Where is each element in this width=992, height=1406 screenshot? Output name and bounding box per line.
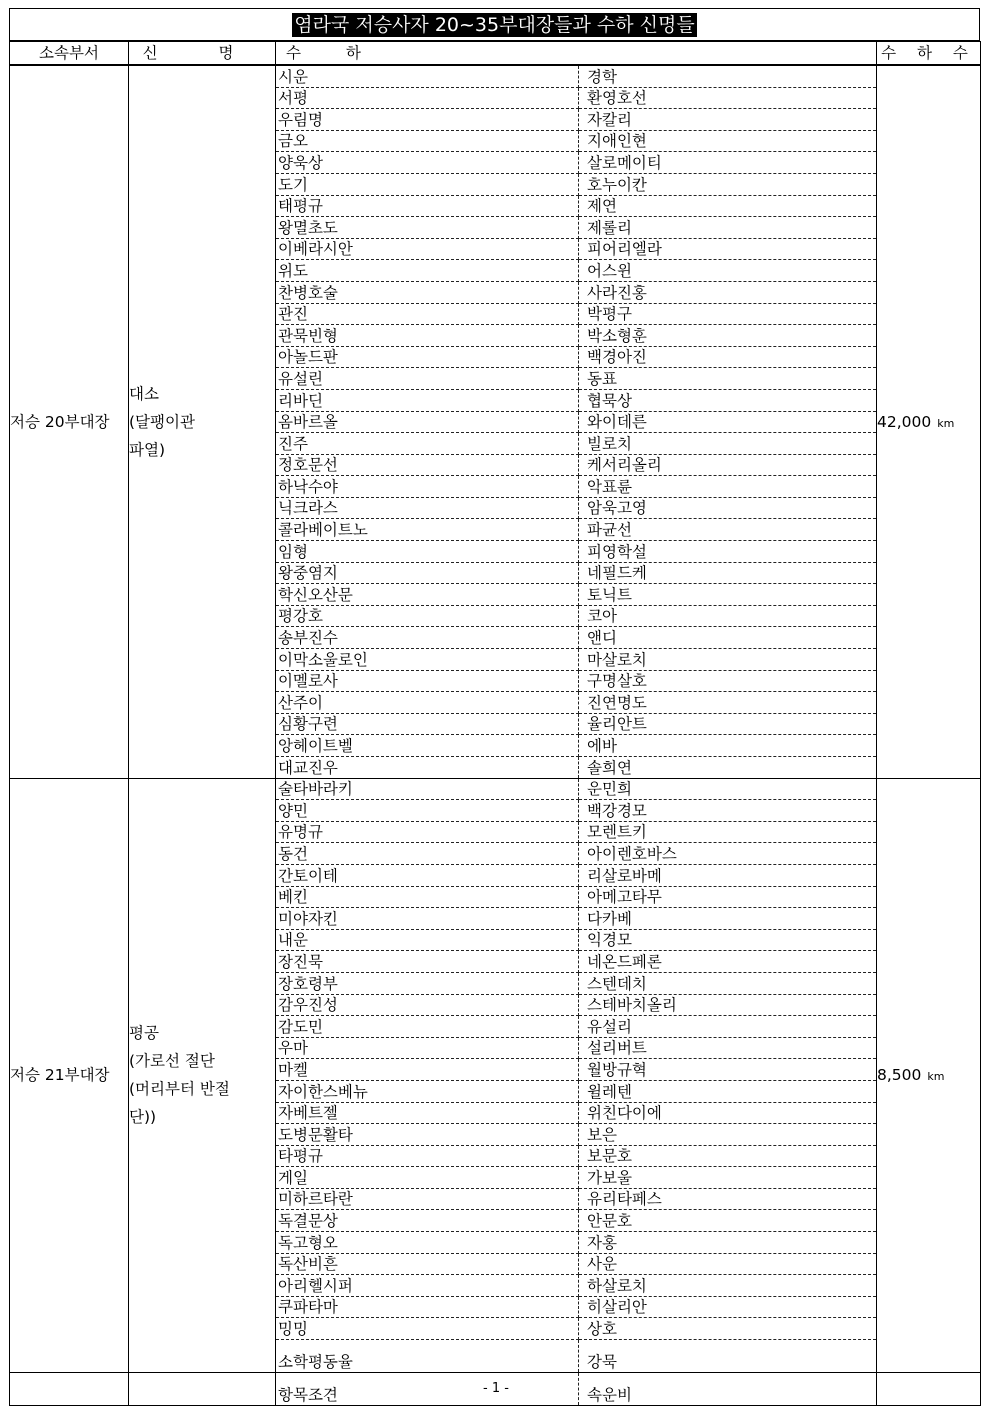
subordinate-name-right: 상호 xyxy=(579,1318,877,1340)
subordinate-row xyxy=(276,1188,876,1210)
subordinate-row xyxy=(276,670,876,692)
subordinate-name-left: 도기 xyxy=(276,173,579,195)
subordinate-row xyxy=(276,303,876,325)
subordinate-row xyxy=(276,497,876,519)
subordinate-name-left: 도병문활타 xyxy=(276,1124,579,1146)
subordinate-name-left: 진주 xyxy=(276,433,579,455)
subordinate-name-left: 독산비흔 xyxy=(276,1253,579,1275)
subordinate-name-left: 이멜로사 xyxy=(276,670,579,692)
subordinate-name-right: 암욱고영 xyxy=(579,497,877,519)
subordinate-name-right: 지애인현 xyxy=(579,130,877,152)
subordinate-name-left: 왕중염지 xyxy=(276,562,579,584)
subordinate-name-left: 장진묵 xyxy=(276,951,579,973)
header-count: 수 하 수 xyxy=(877,42,981,66)
header-god: 신 명 xyxy=(129,42,276,66)
subordinate-name-left: 밍밍 xyxy=(276,1318,579,1340)
subordinate-name-left: 찬병호술 xyxy=(276,281,579,303)
subordinate-name-right: 위친다이에 xyxy=(579,1102,877,1124)
count-value: 8,500 xyxy=(877,1066,922,1085)
subordinate-row xyxy=(276,1167,876,1189)
subordinate-name-left: 왕멸초도 xyxy=(276,217,579,239)
units-body xyxy=(10,65,981,1406)
subordinate-row xyxy=(276,1059,876,1081)
header-subs: 수 하 xyxy=(276,42,877,66)
subordinate-name-left: 미하르타란 xyxy=(276,1188,579,1210)
subordinate-name-right: 보문호 xyxy=(579,1145,877,1167)
subordinate-name-left: 독고형오 xyxy=(276,1232,579,1254)
subordinate-name-left: 아리헬시퍼 xyxy=(276,1275,579,1297)
subordinate-name-right: 솔희연 xyxy=(587,758,632,777)
subordinate-name-right: 속운비 xyxy=(587,1386,632,1405)
subordinate-row xyxy=(276,454,876,476)
subordinate-name-right: 하살로치 xyxy=(579,1275,877,1297)
subordinate-name-right: 사운 xyxy=(579,1253,877,1275)
subordinate-row xyxy=(276,1318,876,1340)
subordinate-name-left: 옴바르올 xyxy=(276,411,579,433)
subordinate-row xyxy=(276,433,876,455)
subordinate-row xyxy=(276,195,876,217)
subordinate-name-right: 박소형훈 xyxy=(579,325,877,347)
subordinates-list xyxy=(276,779,876,1372)
subordinate-name-right: 운민희 xyxy=(579,779,877,800)
subordinate-row xyxy=(276,368,876,390)
subordinate-row xyxy=(276,735,876,757)
subordinate-row xyxy=(276,584,876,606)
subordinate-row xyxy=(276,173,876,195)
subordinate-row xyxy=(276,109,876,131)
subordinate-name-left: 베킨 xyxy=(276,886,579,908)
subordinate-name-right: 앤디 xyxy=(579,627,877,649)
subordinate-name-left: 심황구련 xyxy=(276,713,579,735)
subordinate-row xyxy=(276,1124,876,1146)
subordinate-name-left: 닉크라스 xyxy=(276,497,579,519)
subordinate-name-right: 진연명도 xyxy=(579,692,877,714)
subordinate-row xyxy=(276,1145,876,1167)
subordinate-name-right: 어스윈 xyxy=(579,260,877,282)
subordinate-name-left: 간토이테 xyxy=(276,864,579,886)
subordinate-name-right: 스테바치올리 xyxy=(579,994,877,1016)
subordinate-row xyxy=(276,1275,876,1297)
subordinate-row xyxy=(276,152,876,174)
subordinate-name-right: 악표륜 xyxy=(579,476,877,498)
subordinate-name-right: 경학 xyxy=(579,66,877,87)
subordinate-name-left: 유명규 xyxy=(276,821,579,843)
subordinate-name-left: 위도 xyxy=(276,260,579,282)
subordinate-name-right: 파균선 xyxy=(579,519,877,541)
subordinate-name-left: 관묵빈형 xyxy=(276,325,579,347)
subordinates-list xyxy=(276,66,876,778)
subordinate-row xyxy=(276,605,876,627)
subordinate-name-right: 와이데른 xyxy=(579,411,877,433)
subordinate-name-left: 내운 xyxy=(276,929,579,951)
subordinate-row xyxy=(276,713,876,735)
subordinate-row xyxy=(276,692,876,714)
subordinate-name-left: 임형 xyxy=(276,541,579,563)
subordinate-name-left: 소학평동율 xyxy=(276,1340,579,1373)
subordinate-name-right: 마살로치 xyxy=(579,649,877,671)
subordinate-row xyxy=(276,130,876,152)
subordinate-row xyxy=(276,1340,876,1373)
unit-god xyxy=(129,778,276,1372)
unit-subordinates xyxy=(276,65,877,778)
subordinate-name-left: 타평규 xyxy=(276,1145,579,1167)
subordinate-row xyxy=(276,779,876,800)
subordinate-name-right: 윌레텐 xyxy=(579,1080,877,1102)
subordinate-name-right: 안문호 xyxy=(579,1210,877,1232)
subordinate-name-left: 시운 xyxy=(276,66,579,87)
subordinate-row xyxy=(276,800,876,822)
subordinate-name-right: 설리버트 xyxy=(579,1037,877,1059)
subordinate-row xyxy=(276,1102,876,1124)
subordinate-name-left: 이베라시안 xyxy=(276,238,579,260)
god-line: 대소 xyxy=(129,384,159,403)
subordinate-name-left: 양민 xyxy=(276,800,579,822)
header-row xyxy=(10,42,981,66)
subordinate-row xyxy=(276,908,876,930)
subordinate-name-left: 태평규 xyxy=(276,195,579,217)
subordinate-name-left: 정호문선 xyxy=(276,454,579,476)
subordinate-row xyxy=(276,1232,876,1254)
subordinate-name-left: 쿠파타마 xyxy=(276,1296,579,1318)
subordinate-row xyxy=(276,260,876,282)
subordinate-row xyxy=(276,1016,876,1038)
subordinate-name-left: 자이한스베뉴 xyxy=(276,1080,579,1102)
subordinate-row xyxy=(276,541,876,563)
subordinate-row xyxy=(276,627,876,649)
subordinate-row xyxy=(276,325,876,347)
unit-dept: 저승 20부대장 xyxy=(10,65,129,778)
subordinate-name-right: 네온드페론 xyxy=(579,951,877,973)
god-line: (달팽이관 xyxy=(129,412,195,431)
subordinate-name-right: 빌로치 xyxy=(579,433,877,455)
subordinate-row xyxy=(276,951,876,973)
subordinate-name-left: 아놀드판 xyxy=(276,346,579,368)
subordinate-row xyxy=(276,649,876,671)
subordinate-row xyxy=(276,66,876,87)
subordinate-row xyxy=(276,1037,876,1059)
subordinate-name-left: 자베트젤 xyxy=(276,1102,579,1124)
unit-god xyxy=(129,65,276,778)
count-unit: km xyxy=(937,416,955,430)
subordinate-name-right: 피영학설 xyxy=(579,541,877,563)
subordinate-name-right: 자칼리 xyxy=(579,109,877,131)
subordinate-name-left: 마켈 xyxy=(276,1059,579,1081)
unit-row xyxy=(10,65,981,778)
subordinate-name-left: 유설린 xyxy=(276,368,579,390)
god-line: 평공 xyxy=(129,1024,159,1043)
subordinate-name-left: 감도민 xyxy=(276,1016,579,1038)
subordinate-name-left: 리바딘 xyxy=(276,389,579,411)
subordinate-row xyxy=(276,281,876,303)
subordinate-name-right: 유설리 xyxy=(579,1016,877,1038)
subordinate-name-left: 우림명 xyxy=(276,109,579,131)
subordinate-name-left: 산주이 xyxy=(276,692,579,714)
subordinate-name-left: 송부진수 xyxy=(276,627,579,649)
subordinate-name-right: 가보울 xyxy=(579,1167,877,1189)
subordinate-row xyxy=(276,757,876,778)
subordinate-name-left: 동건 xyxy=(276,843,579,865)
subordinate-name-left: 콜라베이트노 xyxy=(276,519,579,541)
subordinate-row xyxy=(276,238,876,260)
subordinate-name-left: 관진 xyxy=(276,303,579,325)
unit-subordinates xyxy=(276,778,877,1372)
subordinate-name-right: 유리타페스 xyxy=(579,1188,877,1210)
subordinate-name-right: 강묵 xyxy=(587,1353,617,1372)
unit-count xyxy=(877,65,981,778)
subordinate-name-right: 백경아진 xyxy=(579,346,877,368)
subordinate-name-left: 술타바라키 xyxy=(276,779,579,800)
subordinate-name-right: 제연 xyxy=(579,195,877,217)
subordinate-name-left: 대교진우 xyxy=(276,757,579,778)
subordinate-row xyxy=(276,843,876,865)
subordinate-name-right: 호누이칸 xyxy=(579,173,877,195)
subordinate-name-right: 자홍 xyxy=(579,1232,877,1254)
subordinate-name-right: 동표 xyxy=(579,368,877,390)
god-line: 파열) xyxy=(129,440,165,459)
subordinate-row xyxy=(276,972,876,994)
subordinate-row xyxy=(276,886,876,908)
unit-dept: 저승 21부대장 xyxy=(10,778,129,1372)
subordinate-row xyxy=(276,1253,876,1275)
subordinate-row xyxy=(276,346,876,368)
subordinate-name-left: 미야자킨 xyxy=(276,908,579,930)
subordinate-name-left: 감우진성 xyxy=(276,994,579,1016)
subordinate-name-left: 학신오산문 xyxy=(276,584,579,606)
subordinate-name-left: 앙헤이트벨 xyxy=(276,735,579,757)
subordinate-name-left: 항목조견 xyxy=(276,1373,579,1405)
subordinate-name-right: 다카베 xyxy=(579,908,877,930)
subordinate-name-right: 사라진홍 xyxy=(579,281,877,303)
subordinate-row xyxy=(276,1080,876,1102)
god-line: 단)) xyxy=(129,1108,157,1127)
subordinate-name-right: 에바 xyxy=(579,735,877,757)
unit-row xyxy=(10,778,981,1372)
subordinate-name-right: 스텐데치 xyxy=(579,972,877,994)
page-number: - 1 - xyxy=(483,1381,509,1396)
subordinate-row xyxy=(276,929,876,951)
subordinate-name-right: 율리안트 xyxy=(579,713,877,735)
subordinate-name-left: 이막소울로인 xyxy=(276,649,579,671)
header-dept: 소속부서 xyxy=(10,42,129,66)
count-unit: km xyxy=(927,1070,945,1084)
subordinate-row xyxy=(276,87,876,109)
subordinate-name-right: 환영호선 xyxy=(579,87,877,109)
subordinate-row xyxy=(276,994,876,1016)
subordinate-row xyxy=(276,864,876,886)
subordinate-name-right: 리살로바메 xyxy=(579,864,877,886)
subordinate-name-right: 박평구 xyxy=(579,303,877,325)
subordinate-name-left: 우마 xyxy=(276,1037,579,1059)
subordinate-name-right: 보은 xyxy=(579,1124,877,1146)
subordinate-name-right: 익경모 xyxy=(579,929,877,951)
subordinate-name-left: 게일 xyxy=(276,1167,579,1189)
subordinate-name-right: 구명살호 xyxy=(579,670,877,692)
subordinate-name-left: 금오 xyxy=(276,130,579,152)
subordinate-name-right: 네필드케 xyxy=(579,562,877,584)
subordinate-name-right: 백강경모 xyxy=(579,800,877,822)
subordinate-row xyxy=(276,821,876,843)
subordinate-name-left: 장호령부 xyxy=(276,972,579,994)
god-line: (가로선 절단 xyxy=(129,1052,215,1071)
subordinate-row xyxy=(276,217,876,239)
subordinate-name-left: 평강호 xyxy=(276,605,579,627)
subordinate-name-right: 히살리안 xyxy=(579,1296,877,1318)
subordinate-name-right: 협묵상 xyxy=(579,389,877,411)
subordinate-name-right: 코아 xyxy=(579,605,877,627)
subordinate-row xyxy=(276,1296,876,1318)
subordinate-name-left: 하낙수야 xyxy=(276,476,579,498)
subordinate-row xyxy=(276,476,876,498)
subordinate-name-right: 제롤리 xyxy=(579,217,877,239)
count-value: 42,000 xyxy=(877,412,932,431)
subordinate-name-right: 월방규혁 xyxy=(579,1059,877,1081)
subordinate-name-right: 토닉트 xyxy=(579,584,877,606)
page-title: 염라국 저승사자 20~35부대장들과 수하 신명들 xyxy=(294,13,695,36)
roster-table xyxy=(9,41,981,1406)
subordinate-row xyxy=(276,411,876,433)
subordinate-name-right: 케서리올리 xyxy=(579,454,877,476)
title-box xyxy=(9,8,980,41)
subordinate-name-right: 아이렌호바스 xyxy=(579,843,877,865)
subordinate-row xyxy=(276,389,876,411)
subordinate-name-left: 독결문상 xyxy=(276,1210,579,1232)
unit-count xyxy=(877,778,981,1372)
subordinate-row xyxy=(276,1210,876,1232)
subordinate-name-left: 양욱상 xyxy=(276,152,579,174)
subordinate-name-right: 아메고타무 xyxy=(579,886,877,908)
god-line: (머리부터 반절 xyxy=(129,1080,230,1099)
subordinate-name-left: 서평 xyxy=(276,87,579,109)
subordinate-name-right: 피어리엘라 xyxy=(579,238,877,260)
subordinate-name-right: 살로메이티 xyxy=(579,152,877,174)
subordinate-name-right: 모렌트키 xyxy=(579,821,877,843)
subordinate-row xyxy=(276,519,876,541)
subordinate-row xyxy=(276,562,876,584)
